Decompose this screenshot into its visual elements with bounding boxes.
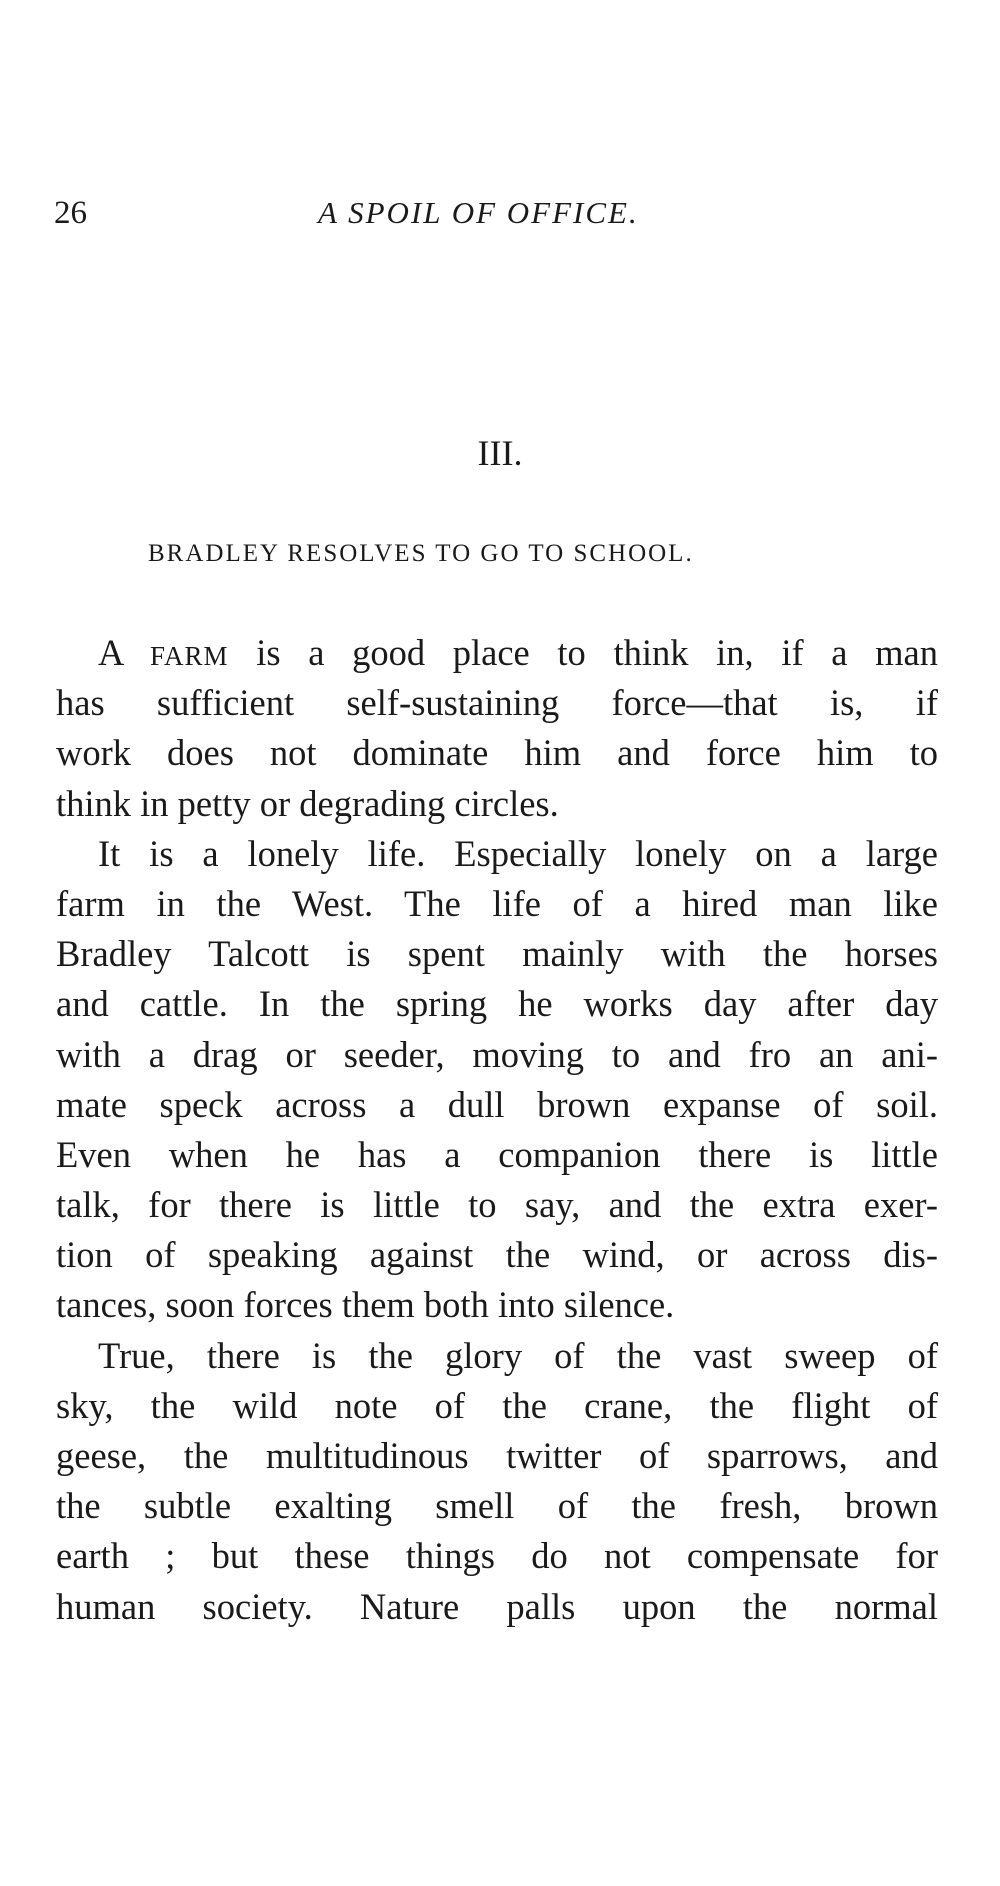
text-line: work does not dominate him and force him to bbox=[56, 732, 938, 774]
line-text: is a good place to think in, if a man bbox=[228, 632, 938, 673]
text-line: It is a lonely life. Especially lonely on a large bbox=[98, 832, 938, 874]
text-line bbox=[56, 628, 938, 678]
text-line: farm in the West. The life of a hired man like bbox=[56, 882, 938, 924]
text-line: Even when he has a companion there is little bbox=[56, 1133, 938, 1175]
text-line: tion of speaking against the wind, or across dis- bbox=[56, 1234, 938, 1276]
chapter-number bbox=[0, 432, 1000, 474]
text-line: the subtle exalting smell of the fresh, brown bbox=[56, 1485, 938, 1527]
text-line: has sufficient self-sustaining force—that is, if bbox=[56, 682, 938, 724]
text-line: geese, the multitudinous twitter of sparrows, and bbox=[56, 1435, 938, 1476]
page-number: 26 bbox=[54, 195, 87, 231]
text-line: Bradley Talcott is spent mainly with the horses bbox=[56, 933, 938, 975]
text-line: think in petty or degrading circles. bbox=[56, 782, 559, 824]
lead-smallcaps: FARM bbox=[150, 641, 229, 671]
text-line: and cattle. In the spring he works day after day bbox=[56, 983, 938, 1025]
text-line: True, there is the glory of the vast sweep of bbox=[98, 1334, 938, 1376]
chapter-title: BRADLEY RESOLVES TO GO TO SCHOOL. bbox=[148, 540, 694, 567]
lead-word: A bbox=[98, 632, 123, 673]
body-text bbox=[56, 628, 938, 1632]
text-line: tances, soon forces them both into silence. bbox=[56, 1284, 675, 1326]
text-line: sky, the wild note of the crane, the flight of bbox=[56, 1384, 938, 1426]
text-line: human society. Nature palls upon the normal bbox=[56, 1585, 938, 1627]
text-line: with a drag or seeder, moving to and fro an ani- bbox=[56, 1033, 938, 1075]
chapter-number-text: III. bbox=[477, 433, 523, 473]
text-line: mate speck across a dull brown expanse of soil. bbox=[56, 1083, 938, 1125]
running-title: A SPOIL OF OFFICE. bbox=[318, 195, 639, 230]
text-line: talk, for there is little to say, and the extra exer- bbox=[56, 1184, 938, 1226]
text-line: earth ; but these things do not compensate for bbox=[56, 1535, 938, 1577]
